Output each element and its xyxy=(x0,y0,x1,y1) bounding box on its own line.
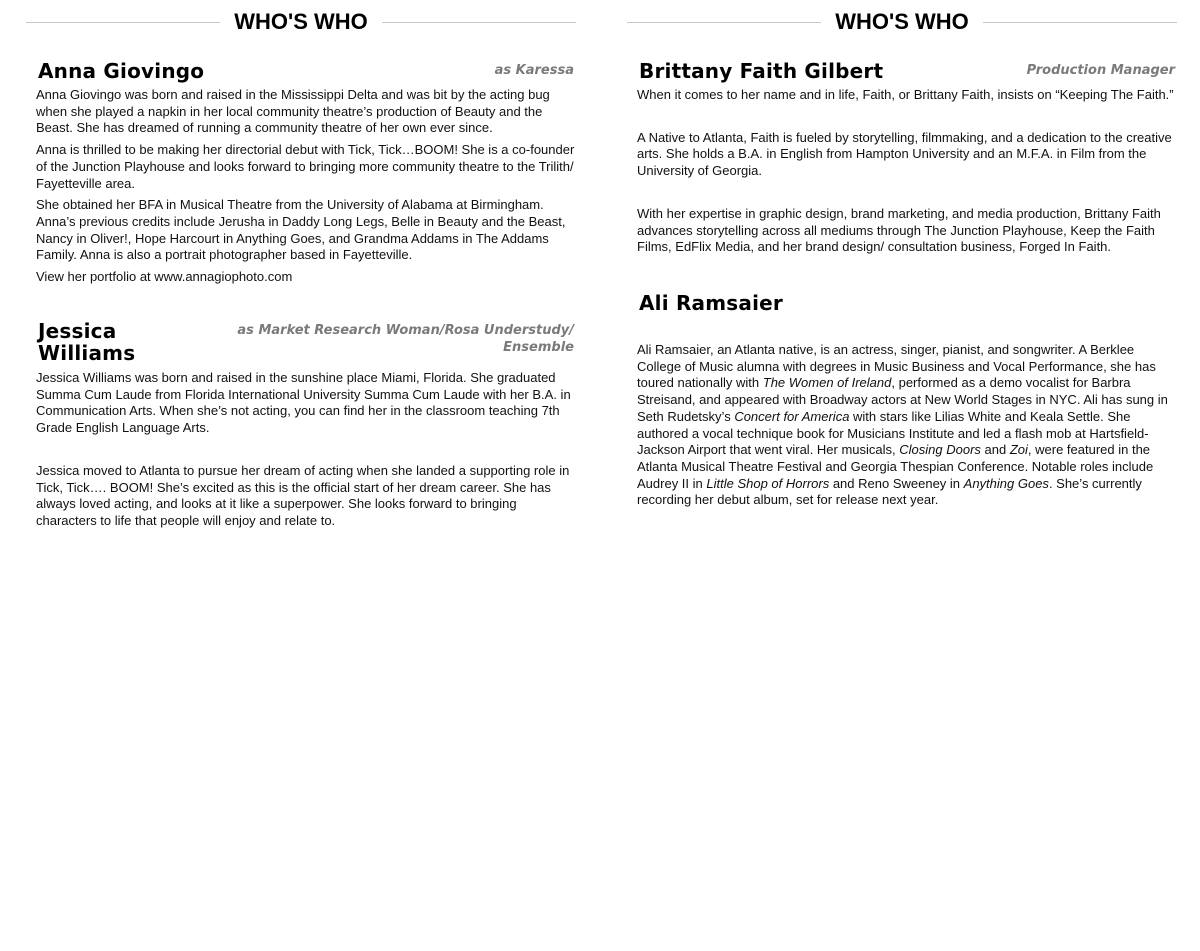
bio-paragraph: Anna is thrilled to be making her directorial debut with Tick, Tick…BOOM! She is a co-founder of the Junction Playhouse and looks forward to bringing more community theatre to the Trilith/ Fayetteville area. xyxy=(36,142,575,191)
bio-text-run: . She’s currently recording her debut album, set for release next year. xyxy=(637,475,1142,508)
bio-text-run: Ali Ramsaier, an Atlanta native, is an actress, singer, pianist, and songwriter. A Berklee College of Music alumna with degrees in Music Business and Vocal Performance, she has toured nationally with xyxy=(637,342,1156,391)
header-rule-right xyxy=(382,22,576,23)
bio-body xyxy=(637,342,1177,509)
bio-role: as Karessa xyxy=(494,63,574,78)
header-rule-right xyxy=(983,22,1177,23)
left-page xyxy=(26,0,576,951)
bio-name-line: Williams xyxy=(38,341,136,365)
portfolio-link-text: View her portfolio at www.annagiophoto.com xyxy=(36,269,293,285)
italic-title-text: Closing Doors xyxy=(899,442,981,458)
bio-paragraph xyxy=(637,342,1177,509)
page-title: WHO'S WHO xyxy=(234,9,368,34)
page-header xyxy=(26,8,576,36)
bio-paragraph: Jessica Williams was born and raised in the sunshine place Miami, Florida. She graduated Summa Cum Laude from Florida International University Summa Cum Laude with her B.A. in Communication Arts. When she’s not acting, you can find her in the classroom teaching 7th Grade English Language Arts. xyxy=(36,370,571,436)
italic-title-text: Little Shop of Horrors xyxy=(706,475,830,491)
page-title: WHO'S WHO xyxy=(835,9,969,34)
bio-paragraph: When it comes to her name and in life, Faith, or Brittany Faith, insists on “Keeping The Faith.” xyxy=(637,87,1174,102)
bio-role: Production Manager xyxy=(1026,63,1175,78)
bio-role-line: Ensemble xyxy=(503,340,574,355)
bio-paragraph: A Native to Atlanta, Faith is fueled by storytelling, filmmaking, and a dedication to the creative arts. She holds a B.A. in English from Hampton University and an M.F.A. in Film from the University of Georgia. xyxy=(637,129,1172,179)
bio-text-run: and xyxy=(980,442,1010,458)
bio-body xyxy=(36,370,576,530)
bio-body xyxy=(36,87,576,286)
bio-paragraph: She obtained her BFA in Musical Theatre from the University of Alabama at Birmingham. Anna’s previous credits include Jerusha in Daddy Long Legs, Belle in Beauty and the Beast, Nancy in Oliver!, Hope Harcourt in Anything Goes, and Grandma Addams in The Addams Family. Anna is also a portrait photographer based in Fayetteville. xyxy=(36,197,566,263)
bio-name: Anna Giovingo xyxy=(38,59,205,83)
bio-paragraph: With her expertise in graphic design, brand marketing, and media production, Brittany Faith advances storytelling across all mediums through The Junction Playhouse, Keep the Faith Films, EdFlix Media, and her brand design/ consultation business, Forged In Faith. xyxy=(637,205,1161,255)
italic-title-text: The Women of Ireland xyxy=(762,375,892,391)
bio-text-run: with stars like Lilias White and Keala Settle. She authored a vocal technique book for Musicians Institute and led a flash mob at Hartsfield-Jackson Airport that went viral. Her musicals, xyxy=(637,408,1149,458)
bio-name: Brittany Faith Gilbert xyxy=(639,59,884,83)
italic-title-text: Zoi xyxy=(1009,442,1028,458)
italic-title-text: Anything Goes xyxy=(963,475,1049,491)
bio-role-line: as Market Research Woman/Rosa Understudy/ xyxy=(237,323,574,338)
bio-text-run: , performed as a demo vocalist for Barbra Streisand, and appeared with Broadway actors at New World Stages in NYC. Ali has sung in Seth Rudetsky’s xyxy=(637,375,1168,424)
bio-name xyxy=(38,320,135,364)
bio-paragraph: Jessica moved to Atlanta to pursue her dream of acting when she landed a supporting role in Tick, Tick…. BOOM! She’s excited as this is the official start of her dream career. She has always loved acting, and looks at it like a superpower. She looks forward to bringing characters to life that people will enjoy and relate to. xyxy=(36,462,570,528)
italic-title-text: Concert for America xyxy=(734,408,850,424)
bio-body xyxy=(637,87,1177,256)
right-page xyxy=(627,0,1177,951)
page-header xyxy=(627,8,1177,36)
bio-role xyxy=(237,322,574,356)
bio-paragraph: Anna Giovingo was born and raised in the Mississippi Delta and was bit by the acting bug when she played a napkin in her local community theatre’s production of Beauty and the Beast. She has dreamed of running a community theatre of her own ever since. xyxy=(36,87,550,136)
bio-name-line: Jessica xyxy=(38,319,117,343)
bio-text-run: and Reno Sweeney in xyxy=(829,475,964,491)
bio-text-run: , were featured in the Atlanta Musical Theatre Festival and Georgia Thespian Conference. Notable roles include Audrey II in xyxy=(637,442,1154,491)
bio-name: Ali Ramsaier xyxy=(639,291,783,315)
